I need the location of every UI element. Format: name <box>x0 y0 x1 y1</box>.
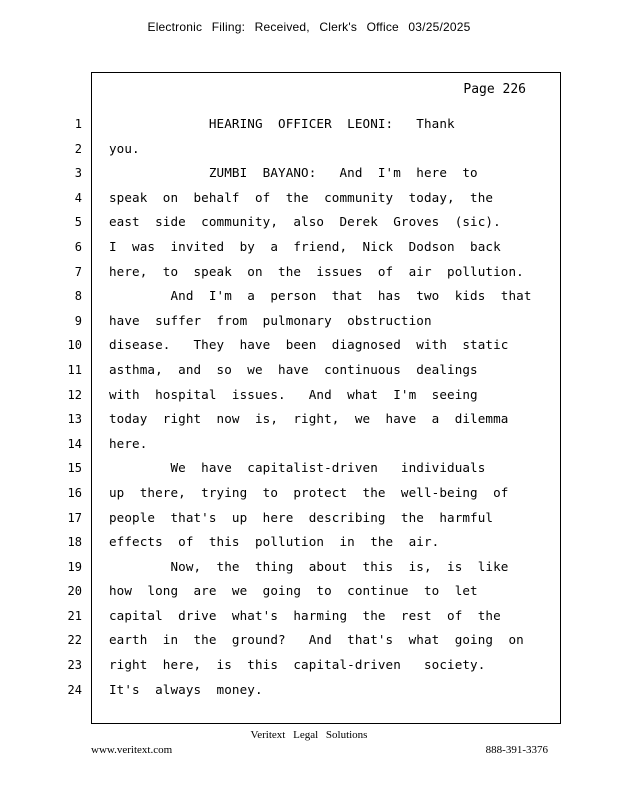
transcript-line: have suffer from pulmonary obstruction <box>109 312 432 328</box>
line-number: 13 <box>67 412 82 427</box>
transcript-line: east side community, also Derek Groves (sic). <box>109 214 501 230</box>
transcript-line: how long are we going to continue to let <box>109 583 478 599</box>
page-number: Page 226 <box>463 82 526 97</box>
footer-company: Veritext Legal Solutions <box>250 729 368 741</box>
transcript-line: here, to speak on the issues of air pollution. <box>109 263 524 279</box>
line-number: 16 <box>67 485 82 500</box>
transcript-line: HEARING OFFICER LEONI: Thank <box>109 116 455 131</box>
line-number: 22 <box>67 633 82 648</box>
line-number: 9 <box>74 313 82 328</box>
transcript-line: people that's up here describing the harmful <box>109 509 494 525</box>
transcript-line: We have capitalist-driven individuals <box>109 460 486 476</box>
line-number: 20 <box>67 584 82 599</box>
transcript-line: I was invited by a friend, Nick Dodson back <box>109 238 501 254</box>
transcript-line: earth in the ground? And that's what going on <box>109 632 524 648</box>
transcript-line: right here, is this capital-driven society. <box>109 657 486 673</box>
line-number-column <box>60 112 82 702</box>
transcript-line: It's always money. <box>109 681 263 697</box>
line-number: 17 <box>67 510 82 525</box>
transcript-line: disease. They have been diagnosed with static <box>109 337 509 353</box>
transcript-line: capital drive what's harming the rest of the <box>109 607 501 623</box>
transcript-line: with hospital issues. And what I'm seeing <box>109 386 478 402</box>
line-number: 1 <box>74 117 82 131</box>
filing-stamp: Electronic Filing: Received, Clerk's Office 03/25/2025 <box>147 20 471 34</box>
line-number: 23 <box>67 658 82 673</box>
line-number: 24 <box>67 682 82 697</box>
transcript-line: ZUMBI BAYANO: And I'm here to <box>109 165 478 181</box>
transcript-line: And I'm a person that has two kids that <box>109 288 532 304</box>
line-number: 5 <box>74 215 82 230</box>
footer-website: www.veritext.com <box>91 744 173 756</box>
transcript-line: here. <box>109 435 148 451</box>
transcript-body <box>109 112 549 702</box>
line-number: 18 <box>67 535 82 550</box>
transcript-line: up there, trying to protect the well-being of <box>109 484 509 500</box>
line-number: 8 <box>74 289 82 304</box>
line-number: 6 <box>74 239 82 254</box>
line-number: 3 <box>74 166 82 181</box>
transcript-line: today right now is, right, we have a dilemma <box>109 411 509 427</box>
line-number: 21 <box>67 608 82 623</box>
transcript-line: asthma, and so we have continuous dealings <box>109 361 478 377</box>
line-number: 12 <box>67 387 82 402</box>
line-number: 15 <box>67 461 82 476</box>
line-number: 4 <box>74 190 82 205</box>
line-number: 7 <box>74 264 82 279</box>
line-number: 19 <box>67 559 82 574</box>
line-number: 14 <box>67 436 82 451</box>
line-number: 2 <box>74 141 82 156</box>
transcript-line: effects of this pollution in the air. <box>109 534 440 550</box>
transcript-line: you. <box>109 140 140 156</box>
footer-phone: 888-391-3376 <box>485 744 548 756</box>
transcript-line: Now, the thing about this is, is like <box>109 558 509 574</box>
transcript-line: speak on behalf of the community today, the <box>109 189 494 205</box>
line-number: 10 <box>67 338 82 353</box>
line-number: 11 <box>67 362 82 377</box>
